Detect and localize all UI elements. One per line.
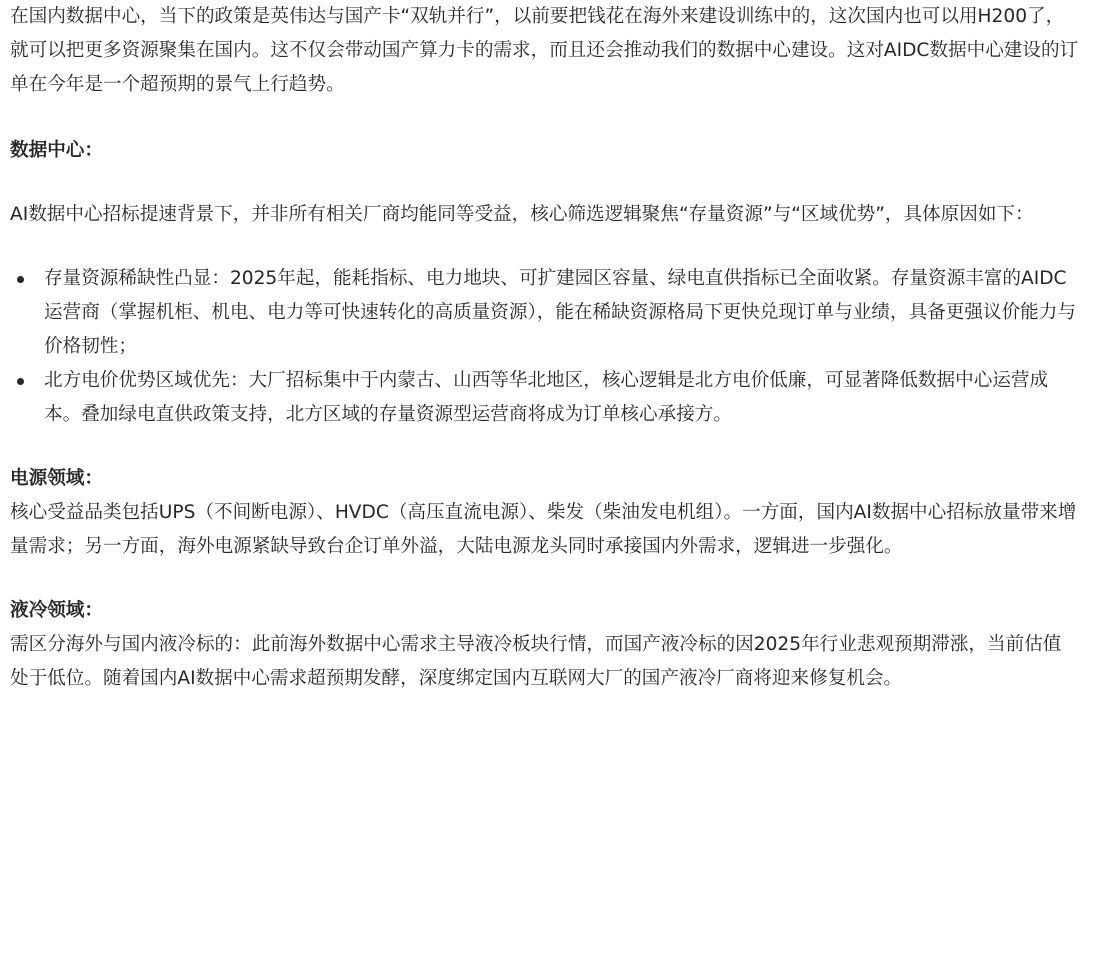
- spacer: [10, 102, 1079, 134]
- bullet-text: 北方电价优势区域优先：大厂招标集中于内蒙古、山西等华北地区，核心逻辑是北方电价低廉，可显著降低数据中心运营成本。叠加绿电直供政策支持，北方区域的存量资源型运营商将成为订单核心承接方。: [44, 370, 1049, 425]
- datacenter-paragraph: AI数据中心招标提速背景下，并非所有相关厂商均能同等受益，核心筛选逻辑聚焦“存量资源”与“区域优势”，具体原因如下：: [10, 204, 1034, 225]
- spacer: [10, 564, 1079, 594]
- datacenter-bullet-list: [10, 262, 1079, 432]
- spacer: [10, 432, 1079, 462]
- list-item: [10, 262, 1079, 364]
- spacer: [10, 168, 1079, 198]
- bullet-icon: [17, 276, 24, 283]
- bullet-icon: [17, 378, 24, 385]
- spacer: [10, 232, 1079, 262]
- power-heading: 电源领域：: [10, 468, 103, 489]
- power-paragraph: 核心受益品类包括UPS（不间断电源）、HVDC（高压直流电源）、柴发（柴油发电机组）。一方面，国内AI数据中心招标放量带来增量需求；另一方面，海外电源紧缺导致台企订单外溢，大陆电源龙头同时承接国内外需求，逻辑进一步强化。: [10, 502, 1077, 557]
- bullet-text: 存量资源稀缺性凸显：2025年起，能耗指标、电力地块、可扩建园区容量、绿电直供指标已全面收紧。存量资源丰富的AIDC运营商（掌握机柜、机电、电力等可快速转化的高质量资源），能在稀缺资源格局下更快兑现订单与业绩，具备更强议价能力与价格韧性；: [44, 268, 1076, 357]
- cooling-heading: 液冷领域：: [10, 600, 103, 621]
- datacenter-heading: 数据中心：: [10, 140, 103, 161]
- cooling-paragraph: 需区分海外与国内液冷标的：此前海外数据中心需求主导液冷板块行情，而国产液冷标的因2025年行业悲观预期滞涨，当前估值处于低位。随着国内AI数据中心需求超预期发酵，深度绑定国内互联网大厂的国产液冷厂商将迎来修复机会。: [10, 634, 1062, 689]
- list-item: [10, 364, 1079, 432]
- intro-paragraph: 在国内数据中心，当下的政策是英伟达与国产卡“双轨并行”，以前要把钱花在海外来建设训练中的，这次国内也可以用H200了，就可以把更多资源聚集在国内。这不仅会带动国产算力卡的需求，而且还会推动我们的数据中心建设。这对AIDC数据中心建设的订单在今年是一个超预期的景气上行趋势。: [10, 6, 1079, 95]
